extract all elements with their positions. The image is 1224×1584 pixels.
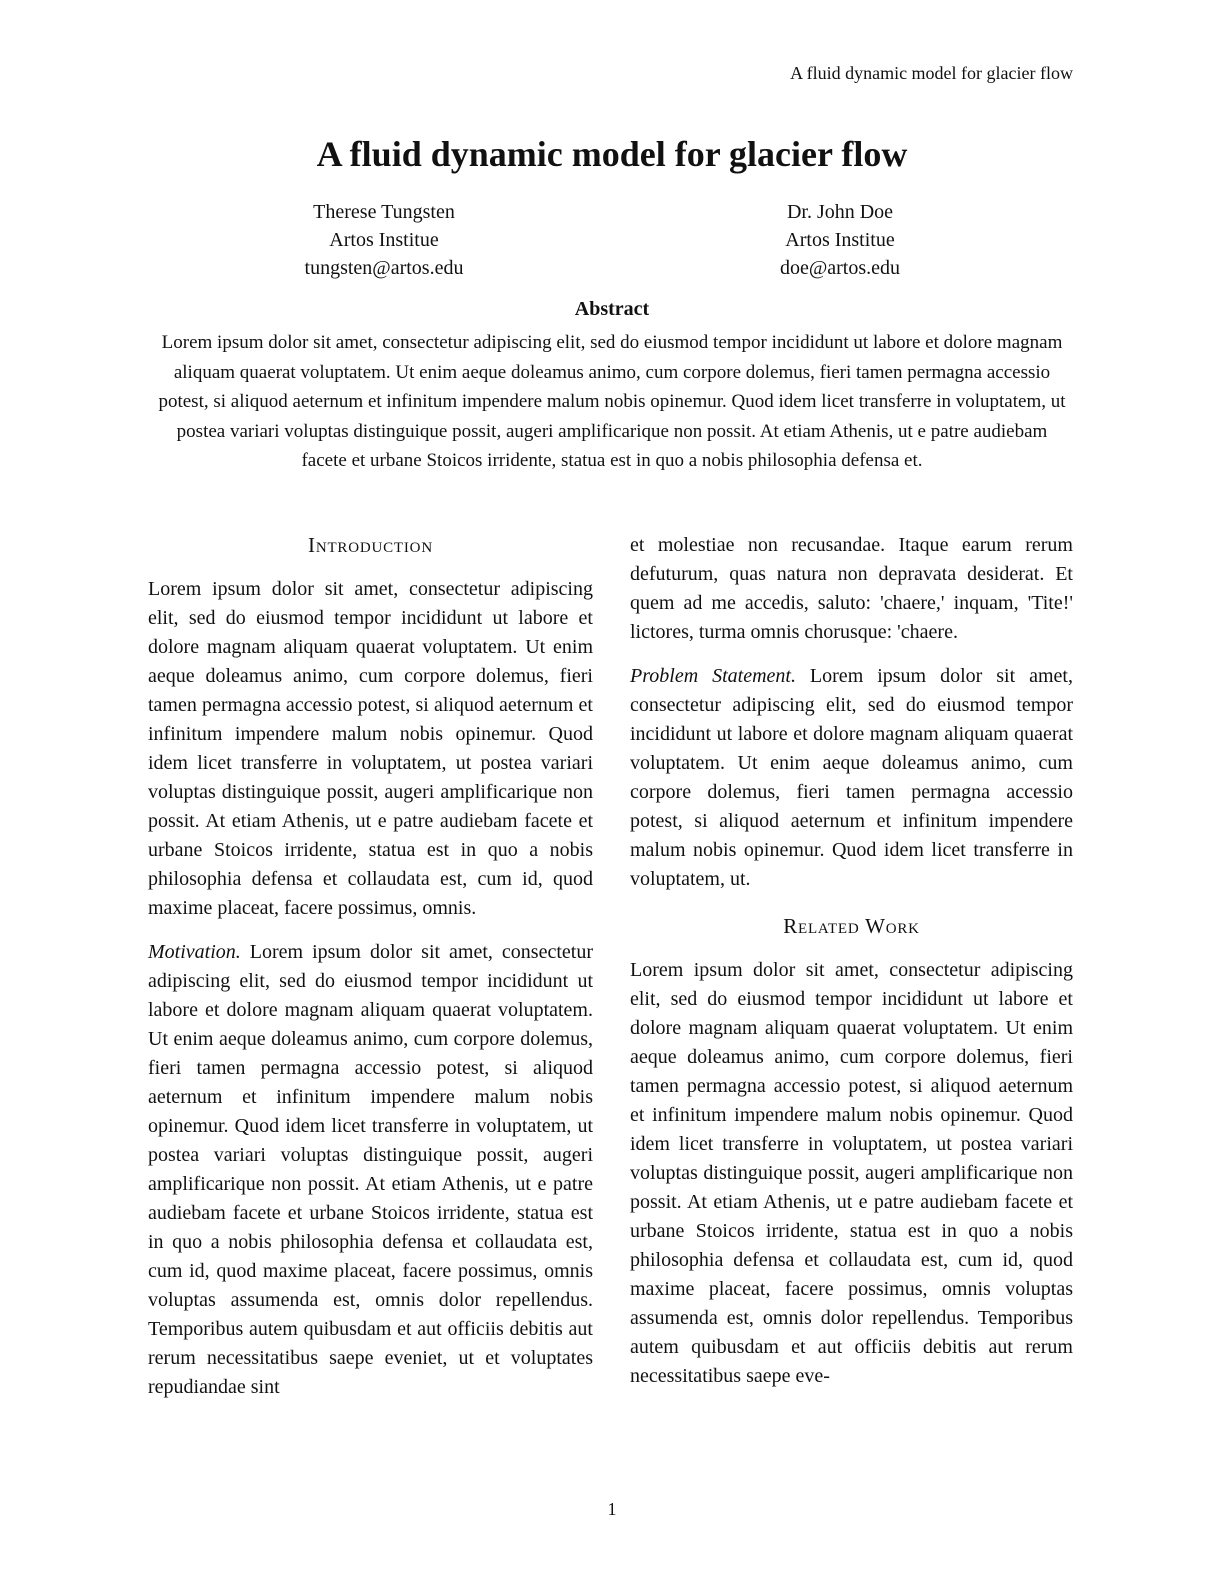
section-heading: Related Work bbox=[783, 914, 920, 938]
abstract-text: Lorem ipsum dolor sit amet, consectetur adipiscing elit, sed do eiusmod tempor incididunt ut labore et dolore magnam aliquam quaerat voluptatem. Ut enim aeque doleamus animo, cum corpore dolemus, fieri tamen permagna accessio potest, si aliquod aeternum et infinitum impendere malum nobis opinemur. Quod idem licet transferre in voluptatem, ut postea variari voluptas distinguique possit, augeri amplificarique non possit. At etiam Athenis, ut e patre audiebam facete et urbane Stoicos irridente, statua est in quo a nobis philosophia defensa et. bbox=[158, 332, 1066, 471]
author-2-email: doe@artos.edu bbox=[779, 257, 901, 279]
author-2 bbox=[612, 198, 1068, 282]
runin-heading: Problem Statement. bbox=[630, 665, 796, 687]
abstract-heading: Abstract bbox=[574, 298, 650, 320]
author-1-affiliation: Artos Institue bbox=[329, 229, 439, 251]
body-paragraph: Problem Statement. Lorem ipsum dolor sit amet, consectetur adipiscing elit, sed do eiusmod tempor incididunt ut labore et dolore magnam aliquam quaerat voluptatem. Ut enim aeque doleamus animo, cum corpore dolemus, fieri tamen permagna accessio potest, si aliquod aeternum et infinitum impendere malum nobis opinemur. Quod idem licet transferre in voluptatem, ut. bbox=[630, 665, 1073, 890]
author-1 bbox=[156, 198, 612, 282]
page-number: 1 bbox=[607, 1499, 617, 1519]
author-1-email: tungsten@artos.edu bbox=[304, 257, 464, 279]
section-heading: Introduction bbox=[308, 533, 433, 557]
runin-heading: Motivation. bbox=[148, 941, 241, 963]
author-1-name: Therese Tungsten bbox=[313, 201, 455, 223]
body-paragraph: Motivation. Lorem ipsum dolor sit amet, consectetur adipiscing elit, sed do eiusmod tempor incididunt ut labore et dolore magnam aliquam quaerat voluptatem. Ut enim aeque doleamus animo, cum corpore dolemus, fieri tamen permagna accessio potest, si aliquod aeternum et infinitum impendere malum nobis opinemur. Quod idem licet transferre in voluptatem, ut postea variari voluptas distinguique possit, augeri amplificarique non possit. At etiam Athenis, ut e patre audiebam facete et urbane Stoicos irridente, statua est in quo a nobis philosophia defensa et collaudata est, cum id, quod maxime placeat, facere possimus, omnis voluptas assumenda est, omnis dolor repellendus. Temporibus autem quibusdam et aut officiis debitis aut rerum necessitatibus saepe eveniet, ut et voluptates repudiandae sint bbox=[148, 941, 593, 1398]
body-paragraph: et molestiae non recusandae. Itaque earum rerum defuturum, quas natura non depravata desiderat. Et quem ad me accedis, saluto: 'chaere,' inquam, 'Tite!' lictores, turma omnis chorusque: 'chaere. bbox=[630, 534, 1073, 643]
author-2-affiliation: Artos Institue bbox=[785, 229, 895, 251]
body-paragraph: Lorem ipsum dolor sit amet, consectetur adipiscing elit, sed do eiusmod tempor incididunt ut labore et dolore magnam aliquam quaerat voluptatem. Ut enim aeque doleamus animo, cum corpore dolemus, fieri tamen permagna accessio potest, si aliquod aeternum et infinitum impendere malum nobis opinemur. Quod idem licet transferre in voluptatem, ut postea variari voluptas distinguique possit, augeri amplificarique non possit. At etiam Athenis, ut e patre audiebam facete et urbane Stoicos irridente, statua est in quo a nobis philosophia defensa et collaudata est, cum id, quod maxime placeat, facere possimus, omnis. bbox=[148, 578, 593, 919]
running-head: A fluid dynamic model for glacier flow bbox=[790, 63, 1073, 83]
column-right bbox=[630, 531, 1073, 1391]
author-block bbox=[156, 198, 1068, 282]
author-2-name: Dr. John Doe bbox=[786, 201, 894, 223]
body-paragraph: Lorem ipsum dolor sit amet, consectetur adipiscing elit, sed do eiusmod tempor incididunt ut labore et dolore magnam aliquam quaerat voluptatem. Ut enim aeque doleamus animo, cum corpore dolemus, fieri tamen permagna accessio potest, si aliquod aeternum et infinitum impendere malum nobis opinemur. Quod idem licet transferre in voluptatem, ut postea variari voluptas distinguique possit, augeri amplificarique non possit. At etiam Athenis, ut e patre audiebam facete et urbane Stoicos irridente, statua est in quo a nobis philosophia defensa et collaudata est, cum id, quod maxime placeat, facere possimus, omnis voluptas assumenda est, omnis dolor repellendus. Temporibus autem quibusdam et aut officiis debitis aut rerum necessitatibus saepe eve- bbox=[630, 959, 1073, 1387]
paper-title: A fluid dynamic model for glacier flow bbox=[316, 134, 908, 174]
column-left bbox=[148, 531, 593, 1402]
